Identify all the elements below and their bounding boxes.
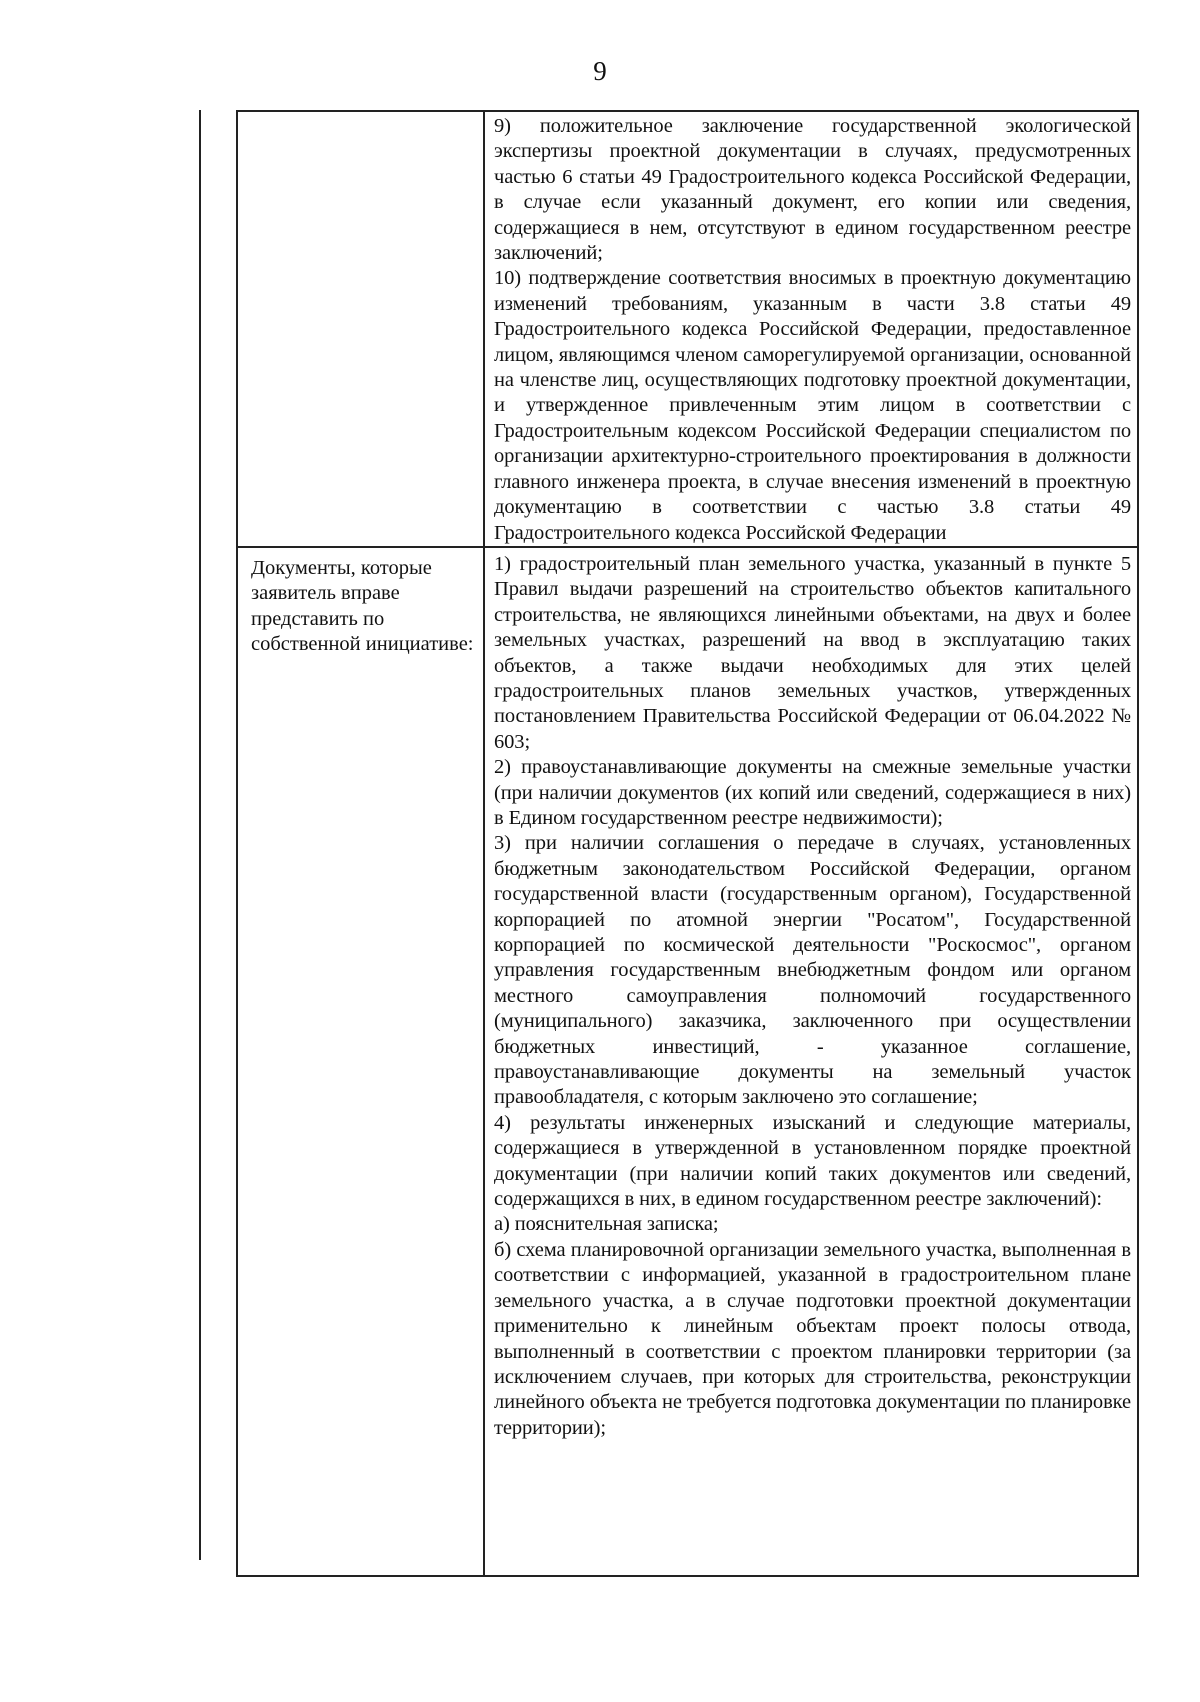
table-row [237, 547, 1138, 1576]
list-item: 2) правоустанавливающие документы на смежные земельные участки (при наличии документов (их копий или сведений, содержащиеся в них) в Едином государственном реестре недвижимости); [494, 756, 1131, 829]
list-item: б) схема планировочной организации земельного участка, выполненная в соответствии с информацией, указанной в градостроительном плане земельного участка, а в случае подготовки проектной документации применительно к линейным объектам проект полосы отвода, выполненный в соответствии с проектом планировки территории (за исключением случаев, при которых для строительства, реконструкции линейного объекта не требуется подготовка документации по планировке территории); [494, 1238, 1131, 1439]
list-item: 9) положительное заключение государственной экологической экспертизы проектной документации в случаях, предусмотренных частью 6 статьи 49 Градостроительного кодекса Российской Федерации, в случае если указанный документ, его копии или сведения, содержащиеся в нем, отсутствуют в едином государственном реестре заключений; [494, 115, 1131, 265]
list-item: 4) результаты инженерных изысканий и следующие материалы, содержащиеся в утвержденной в установленном порядке проектной документации (при наличии копий таких документов или сведений, содержащихся в них, в едином государственном реестре заключений): [494, 1111, 1131, 1211]
left-margin-rule [199, 110, 201, 1560]
row-content [485, 548, 1137, 1441]
documents-table [236, 110, 1139, 1577]
table-row [237, 111, 1138, 547]
row-label [238, 112, 483, 120]
list-item: 1) градостроительный план земельного участка, указанный в пункте 5 Правил выдачи разрешений на строительство объектов капитального строительства, не являющихся линейными объектами, на двух и более земельных участках, разрешений на ввод в эксплуатацию таких объектов, а также выдачи необходимых для этих целей градостроительных планов земельных участков, утвержденных постановлением Правительства Российской Федерации от 06.04.2022 № 603; [494, 552, 1131, 753]
row-content [485, 112, 1137, 546]
row-label-cell [237, 547, 484, 1576]
page-number: 9 [593, 56, 607, 86]
list-item: а) пояснительная записка; [494, 1213, 719, 1236]
row-content-cell [484, 111, 1138, 547]
row-label: Документы, которые заявитель вправе представить по собственной инициативе: [251, 556, 474, 656]
list-item: 10) подтверждение соответствия вносимых в проектную документацию изменений требованиям, указанным в части 3.8 статьи 49 Градостроительного кодекса Российской Федерации, предоставленное лицом, являющимся членом саморегулируемой организации, основанной на членстве лиц, осуществляющих подготовку проектной документации, и утвержденное привлеченным этим лицом в соответствии с Градостроительным кодексом Российской Федерации специалистом по организации архитектурно-строительного проектирования в должности главного инженера проекта, в случае внесения изменений в проектную документацию в соответствии с частью 3.8 статьи 49 Градостроительного кодекса Российской Федерации [494, 267, 1131, 544]
list-item: 3) при наличии соглашения о передаче в случаях, установленных бюджетным законодательством Российской Федерации, органом государственной власти (государственным органом), Государственной корпорацией по атомной энергии "Росатом", Государственной корпорацией по космической деятельности "Роскосмос", органом управления государственным внебюджетным фондом или органом местного самоуправления полномочий государственного (муниципального) заказчика, заключенного при осуществлении бюджетных инвестиций, - указанное соглашение, правоустанавливающие документы на земельный участок правообладателя, с которым заключено это соглашение; [494, 832, 1131, 1109]
row-content-cell [484, 547, 1138, 1576]
row-label-cell [237, 111, 484, 547]
